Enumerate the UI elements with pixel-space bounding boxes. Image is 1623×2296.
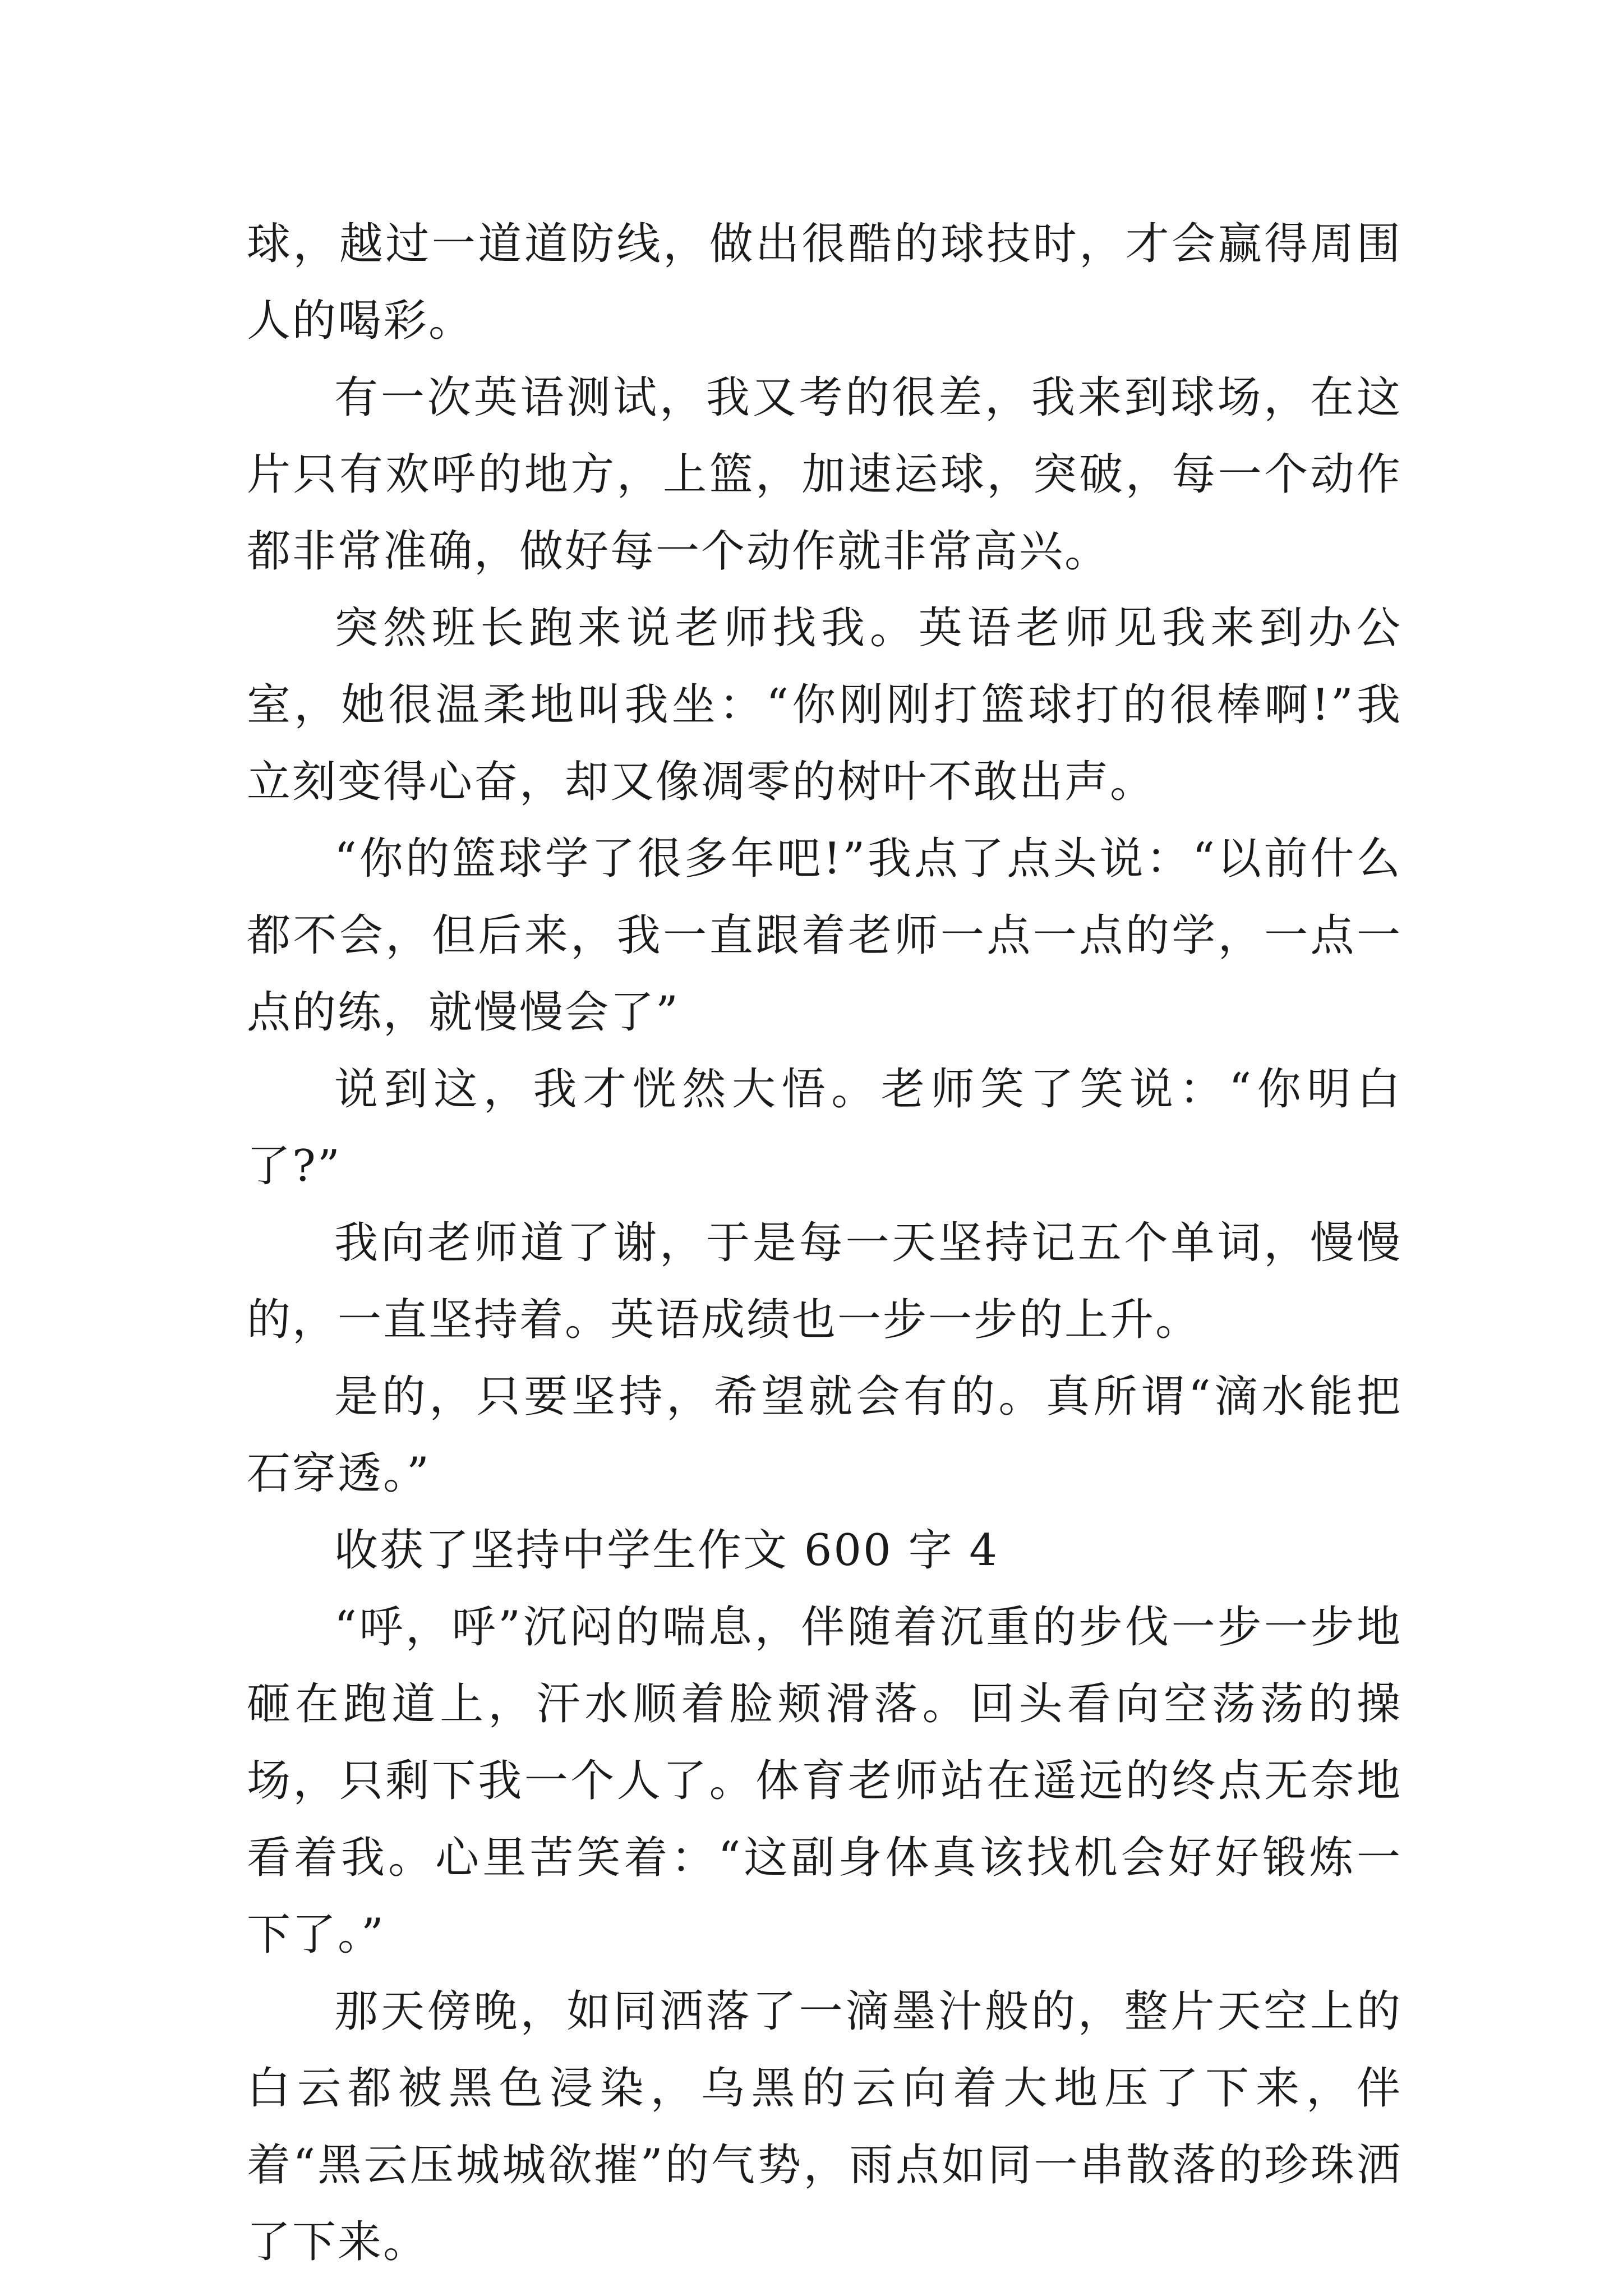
paragraph-9: “呼，呼”沉闷的喘息，伴随着沉重的步伐一步一步地砸在跑道上，汗水顺着脸颊滑落。回头看向空荡荡的操场，只剩下我一个人了。体育老师站在遥远的终点无奈地看着我。心里苦笑着：“这副身体真该找机会好好锻炼一下了。” bbox=[247, 1602, 1402, 1960]
paragraph-3: 突然班长跑来说老师找我。英语老师见我来到办公室，她很温柔地叫我坐：“你刚刚打篮球打的很棒啊!”我立刻变得心奋，却又像凋零的树叶不敢出声。 bbox=[247, 603, 1402, 807]
paragraph-10: 那天傍晚，如同洒落了一滴墨汁般的，整片天空上的白云都被黑色浸染，乌黑的云向着大地压了下来，伴着“黑云压城城欲摧”的气势，雨点如同一串散落的珍珠洒了下来。 bbox=[247, 1986, 1402, 2267]
paragraph-2: 有一次英语测试，我又考的很差，我来到球场，在这片只有欢呼的地方，上篮，加速运球，突破，每一个动作都非常准确，做好每一个动作就非常高兴。 bbox=[247, 372, 1402, 577]
section-heading: 收获了坚持中学生作文 600 字 4 bbox=[334, 1525, 999, 1576]
paragraph-5: 说到这，我才恍然大悟。老师笑了笑说：“你明白了?” bbox=[247, 1064, 1402, 1191]
paragraph-1: 球，越过一道道防线，做出很酷的球技时，才会赢得周围人的喝彩。 bbox=[247, 219, 1402, 346]
paragraph-4: “你的篮球学了很多年吧!”我点了点头说：“以前什么都不会，但后来，我一直跟着老师一点一点的学，一点一点的练，就慢慢会了” bbox=[247, 834, 1402, 1038]
paragraph-7: 是的，只要坚持，希望就会有的。真所谓“滴水能把石穿透。” bbox=[247, 1372, 1402, 1499]
document-body bbox=[247, 206, 1402, 2281]
paragraph-6: 我向老师道了谢，于是每一天坚持记五个单词，慢慢的，一直坚持着。英语成绩也一步一步的上升。 bbox=[247, 1218, 1402, 1345]
